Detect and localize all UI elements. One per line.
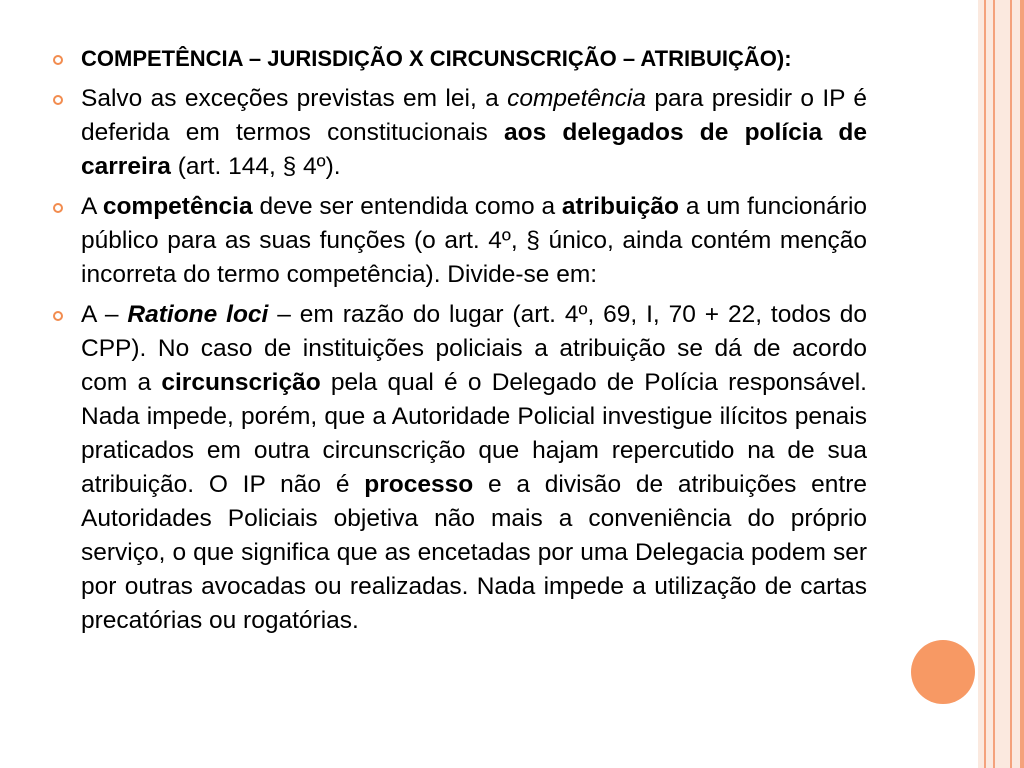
circle-outline-bullet-icon bbox=[53, 95, 63, 105]
emphasis-text: Ratione loci bbox=[127, 301, 269, 328]
heading-text: COMPETÊNCIA – JURISDIÇÃO X CIRCUNSCRIÇÃO – ATRIBUIÇÃO): bbox=[81, 46, 792, 71]
bullet-atribuicao bbox=[50, 190, 867, 292]
strong-text: atribuição bbox=[561, 193, 680, 220]
strong-text: processo bbox=[364, 471, 474, 498]
bullet-text: a um funcionário público para as suas funções (o art. 4º, § único, ainda contém menção incorreta do termo competência). Divide-se em: bbox=[81, 193, 868, 288]
circle-outline-bullet-icon bbox=[53, 203, 63, 213]
border-stripe bbox=[993, 0, 995, 768]
border-stripe bbox=[984, 0, 986, 768]
bullet-ratione-loci bbox=[50, 298, 867, 638]
bullet-text: – em razão do lugar (art. 4º, 69, I, 70 + 22, todos do CPP). No caso de instituições policiais a atribuição se dá de acordo com a bbox=[81, 301, 868, 396]
bullet-text: (art. 144, § 4º). bbox=[170, 153, 341, 180]
circle-outline-bullet-icon bbox=[53, 311, 63, 321]
bullet-text: A bbox=[81, 193, 103, 220]
bullet-competencia-ip bbox=[50, 82, 867, 184]
bullet-heading bbox=[50, 42, 867, 76]
border-stripe bbox=[1020, 0, 1024, 768]
emphasis-text: competência bbox=[507, 85, 646, 112]
circle-outline-bullet-icon bbox=[53, 55, 63, 65]
bullet-text: Salvo as exceções previstas em lei, a bbox=[81, 85, 508, 112]
strong-text: circunscrição bbox=[161, 369, 321, 396]
border-stripe bbox=[1010, 0, 1012, 768]
bullet-text: para presidir o IP é deferida em termos constitucionais bbox=[81, 85, 868, 146]
bullet-text: e a divisão de atribuições entre Autoridades Policiais objetiva não mais a conveniência do próprio serviço, o que significa que as encetadas por uma Delegacia podem ser por outras avocadas ou realizadas. Nada impede a utilização de cartas precatórias ou rogatórias. bbox=[81, 471, 867, 634]
bullet-text: A – bbox=[81, 301, 128, 328]
bullet-text: deve ser entendida como a bbox=[252, 193, 562, 220]
strong-text: aos delegados de polícia de carreira bbox=[81, 119, 867, 180]
decorative-circle bbox=[911, 640, 975, 704]
slide-content bbox=[50, 42, 867, 644]
strong-text: competência bbox=[102, 193, 253, 220]
bullet-text: pela qual é o Delegado de Polícia responsável. Nada impede, porém, que a Autoridade Policial investigue ilícitos penais praticados em outra circunscrição que hajam repercutido na de sua atribuição. O IP não é bbox=[81, 369, 867, 498]
